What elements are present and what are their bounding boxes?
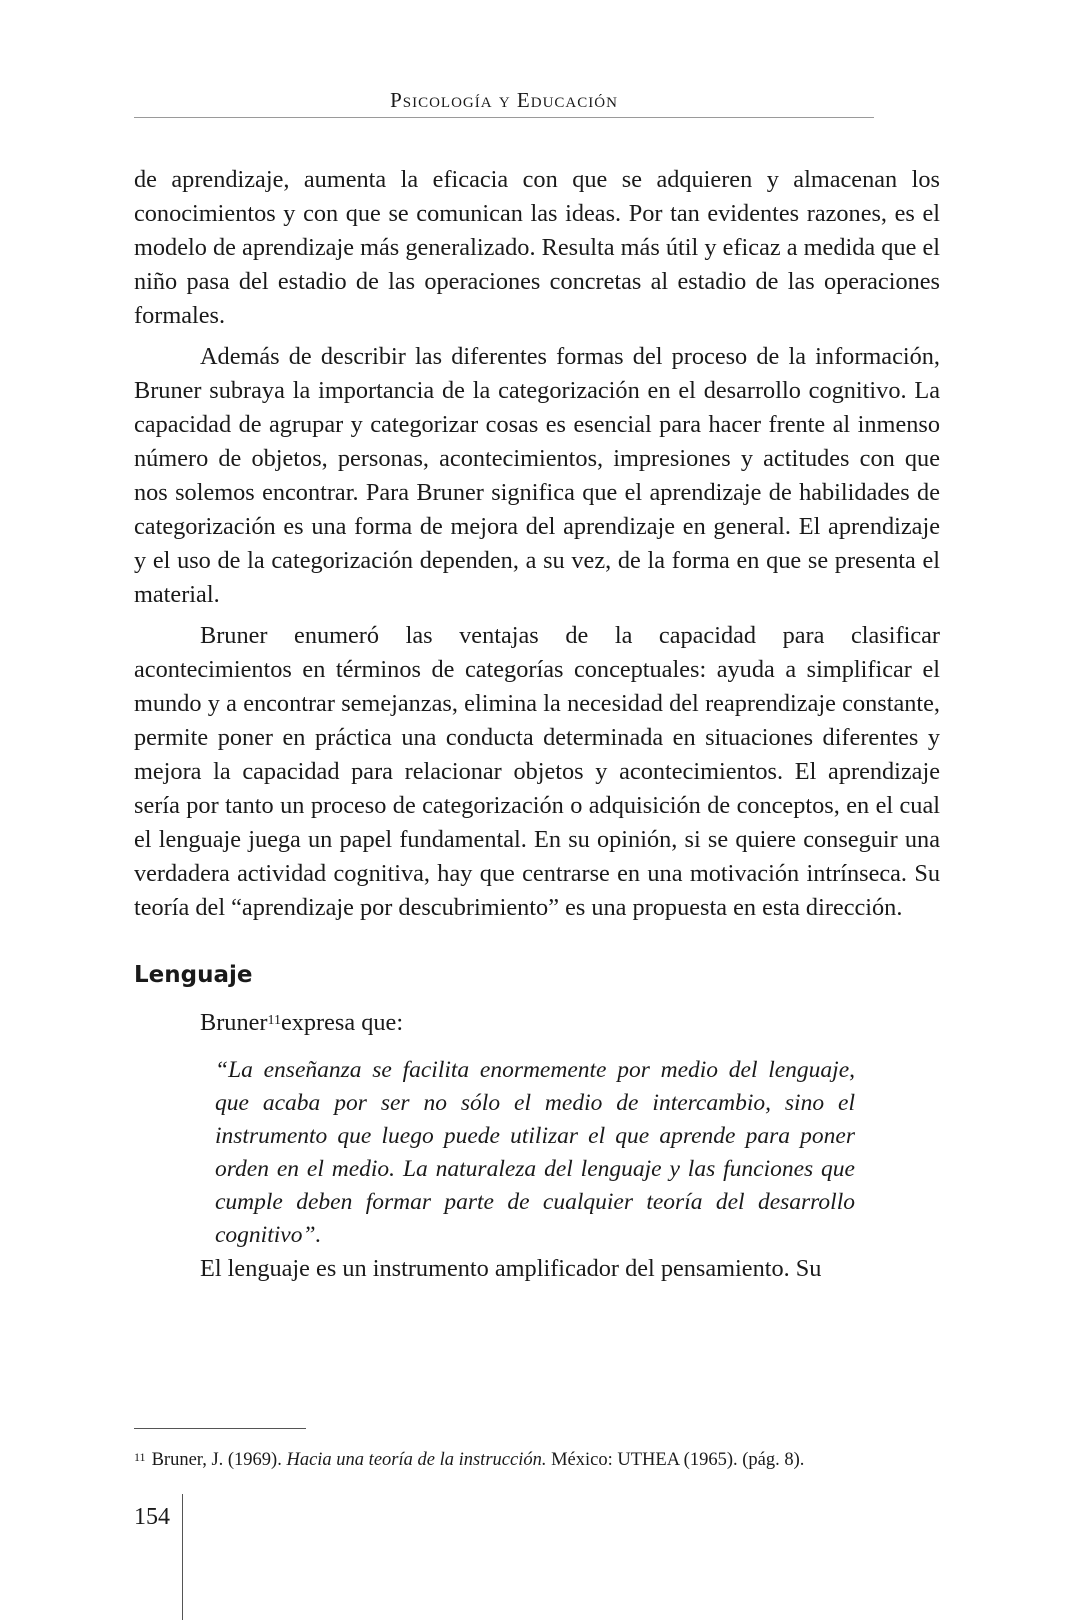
running-header: Psicología y Educación: [390, 88, 618, 112]
paragraph-3: Bruner enumeró las ventajas de la capacidad para clasificar acontecimientos en términos de categorías conceptuales: ayuda a simplificar el mundo y a encontrar semejanzas, elimina la necesidad del reaprendizaje constante, permite poner en práctica una conducta determinada en situaciones diferentes y mejora la capacidad para relacionar objetos y acontecimientos. El aprendizaje sería por tanto un proceso de categorización o adquisición de conceptos, en el cual el lenguaje juega un papel fundamental. En su opinión, si se quiere conseguir una verdadera actividad cognitiva, hay que centrarse en una motivación intrínseca. Su teoría del “aprendizaje por descubrimiento” es una propuesta en esta dirección.: [134, 622, 940, 921]
quote-intro: [134, 1006, 940, 1040]
footnote-reference: 11: [267, 1013, 281, 1028]
paragraph-continuation: El lenguaje es un instrumento amplificador del pensamiento. Su: [200, 1255, 822, 1282]
footnote-author: Bruner, J. (1969).: [151, 1450, 282, 1470]
page-number: 154: [134, 1504, 170, 1530]
quote-intro-author: Bruner: [200, 1009, 268, 1036]
header-rule: [134, 117, 874, 118]
footnote: [134, 1448, 934, 1472]
quote-intro-rest: expresa que:: [280, 1009, 404, 1036]
footnote-title: Hacia una teoría de la instrucción.: [286, 1450, 547, 1470]
section-heading: Lenguaje: [134, 962, 253, 988]
paragraph-1: de aprendizaje, aumenta la eficacia con que se adquieren y almacenan los conocimientos y con que se comunican las ideas. Por tan evidentes razones, es el modelo de aprendizaje más generalizado. Resulta más útil y eficaz a medida que el niño pasa del estadio de las operaciones concretas al estadio de las operaciones formales.: [134, 166, 940, 329]
margin-rule: [182, 1494, 183, 1620]
block-quote: “La enseñanza se facilita enormemente por medio del lenguaje, que acaba por ser no sólo el medio de intercambio, sino el instrumento que luego puede utilizar el que aprende para poner orden en el medio. La naturaleza del lenguaje y las funciones que cumple deben formar parte de cualquier teoría del desarrollo cognitivo”.: [215, 1057, 855, 1248]
footnote-publisher: México: UTHEA (1965). (pág. 8).: [551, 1450, 805, 1470]
body-text: [134, 163, 940, 1293]
paragraph-2: Además de describir las diferentes formas del proceso de la información, Bruner subraya la importancia de la categorización en el desarrollo cognitivo. La capacidad de agrupar y categorizar cosas es esencial para hacer frente al inmenso número de objetos, personas, acontecimientos, impresiones y actitudes con que nos solemos encontrar. Para Bruner significa que el aprendizaje de habilidades de categorización es una forma de mejora del aprendizaje en general. El aprendizaje y el uso de la categorización dependen, a su vez, de la forma en que se presenta el material.: [134, 343, 940, 608]
footnote-rule: [134, 1428, 306, 1429]
footnote-number: 11: [134, 1450, 146, 1464]
